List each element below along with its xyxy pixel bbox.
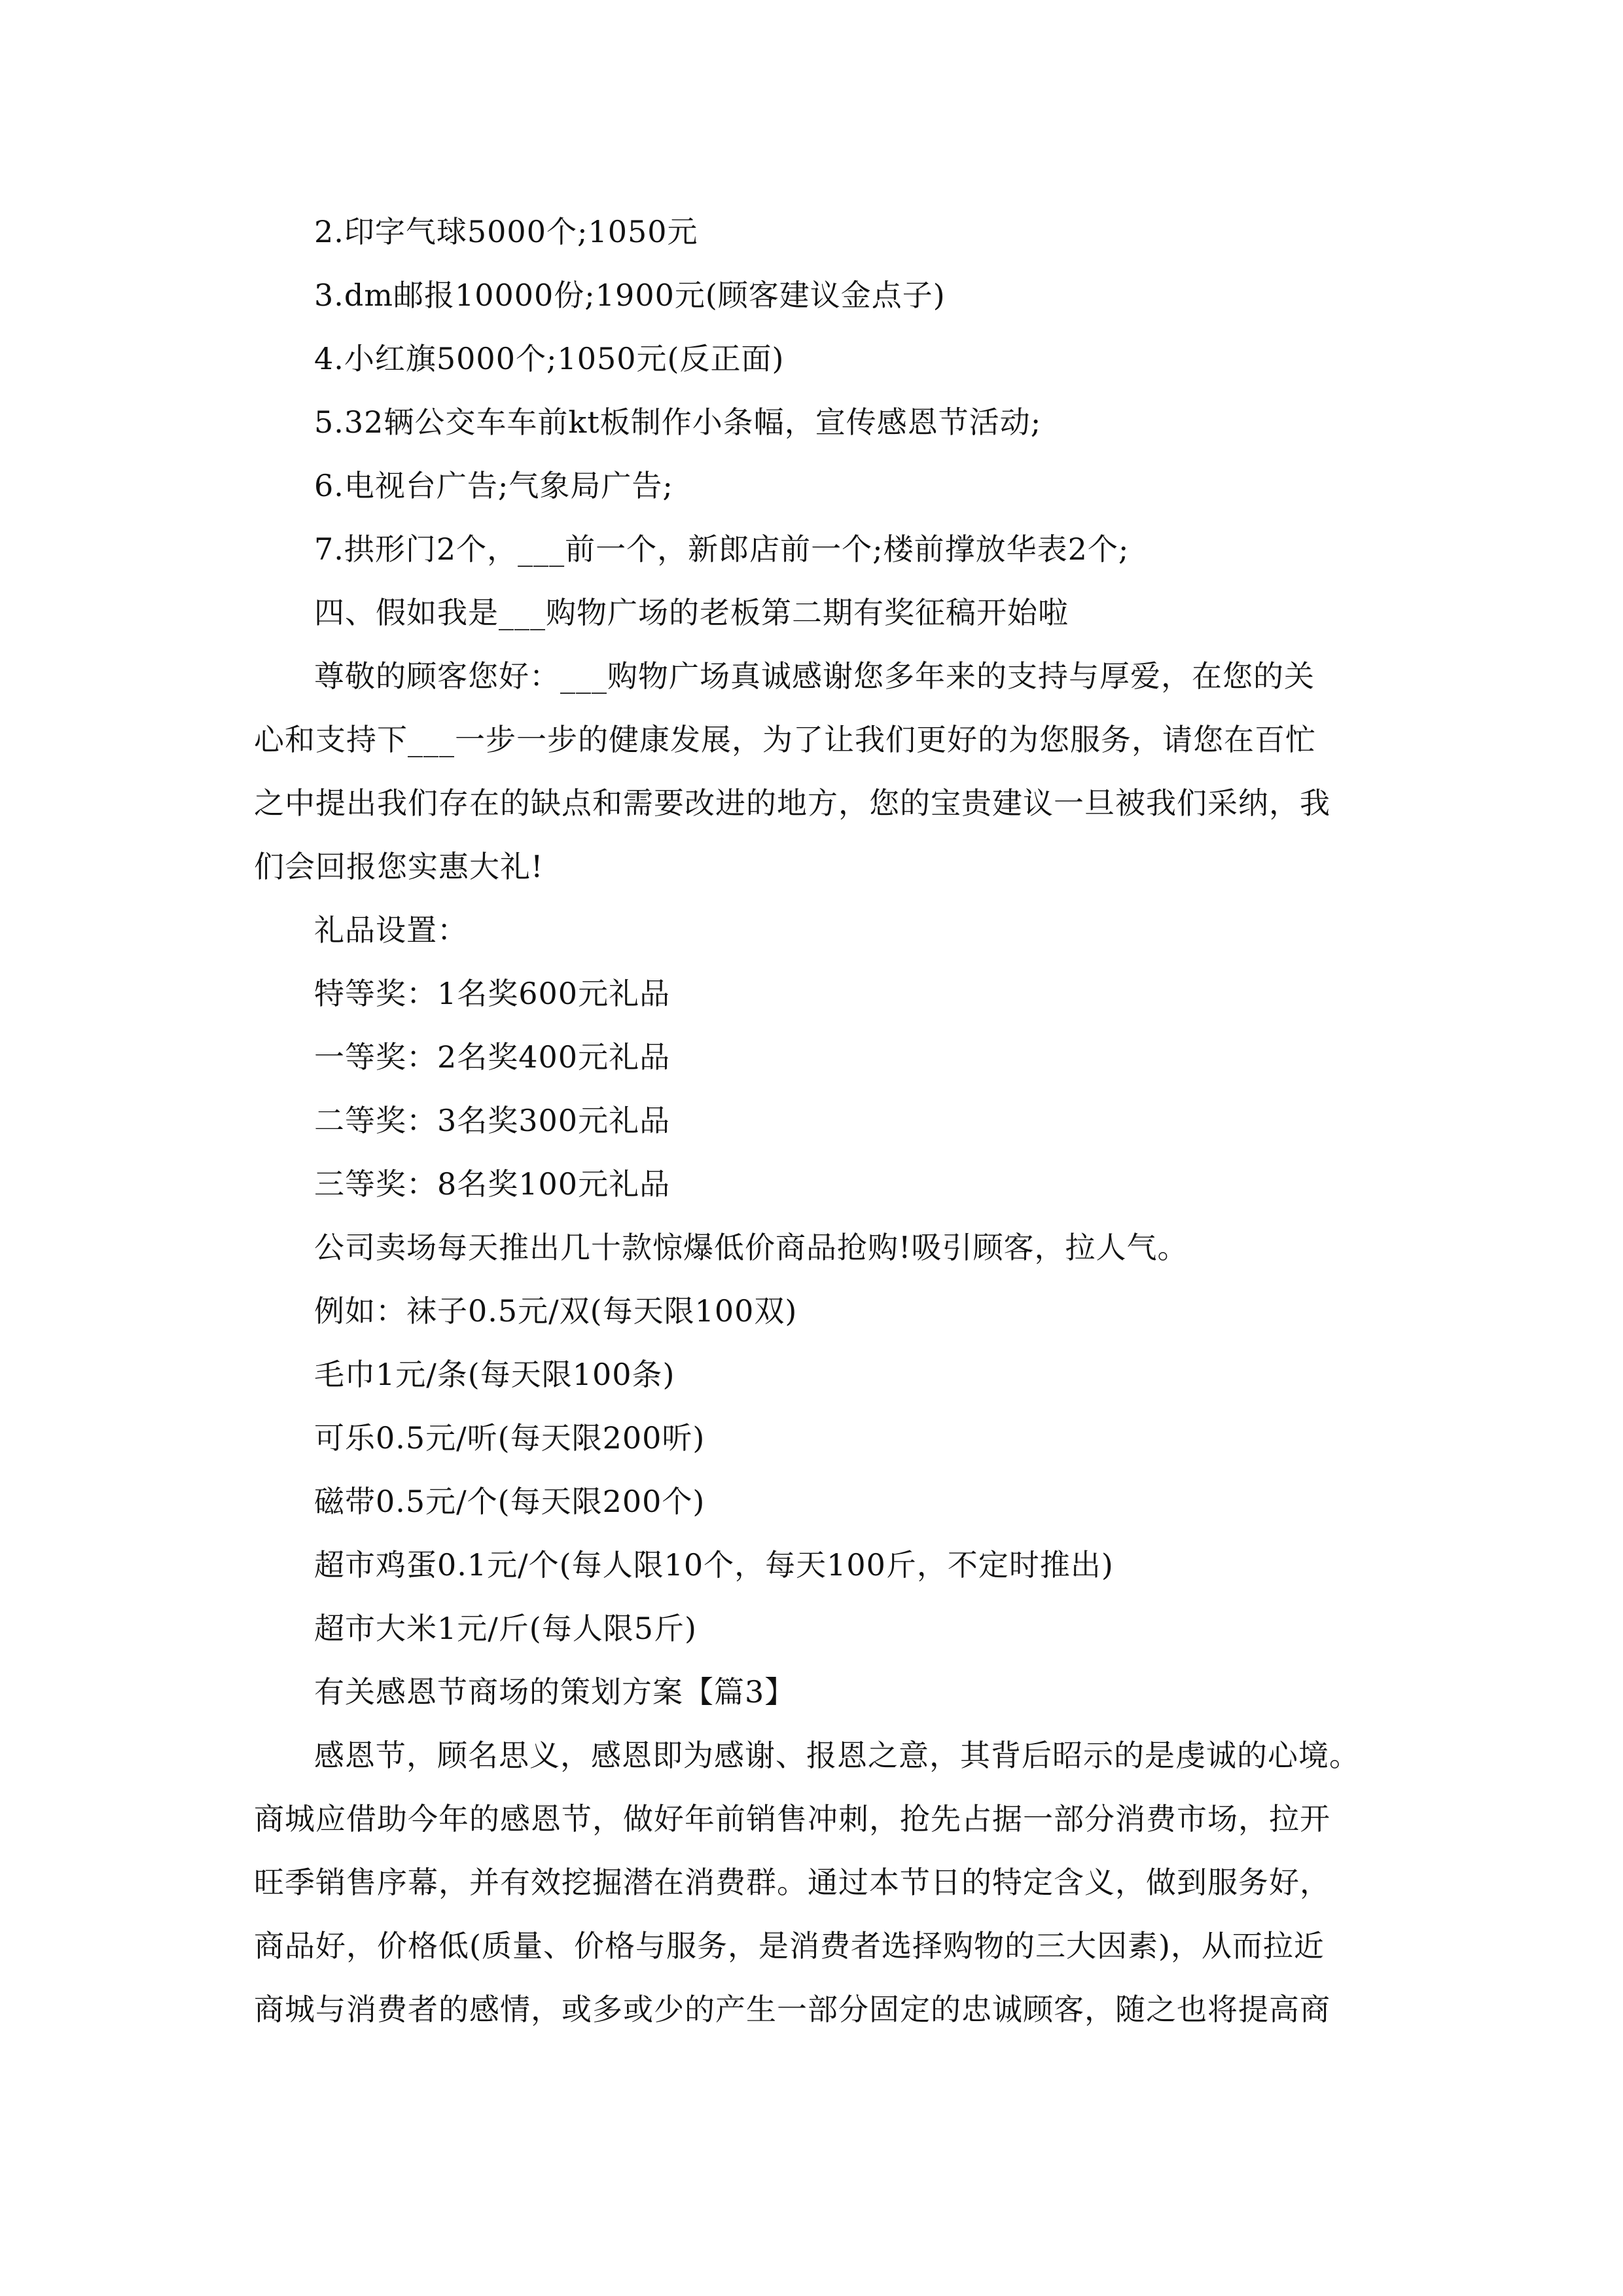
deal-line: 例如：袜子0.5元/双(每天限100双) [314, 1293, 798, 1329]
chapter-title: 有关感恩节商场的策划方案【篇3】 [314, 1674, 796, 1710]
paragraph-line: 商城应借助今年的感恩节，做好年前销售冲刺，抢先占据一部分消费市场，拉开 [254, 1801, 1330, 1837]
paragraph-line: 旺季销售序幕，并有效挖掘潜在消费群。通过本节日的特定含义，做到服务好， [254, 1865, 1330, 1900]
prize-line: 二等奖：3名奖300元礼品 [314, 1103, 671, 1138]
paragraph-line: 之中提出我们存在的缺点和需要改进的地方，您的宝贵建议一旦被我们采纳，我 [254, 785, 1330, 821]
prize-line: 一等奖：2名奖400元礼品 [314, 1039, 671, 1075]
text-line: 5.32辆公交车车前kt板制作小条幅，宣传感恩节活动; [314, 404, 1042, 440]
paragraph-line: 商城与消费者的感情，或多或少的产生一部分固定的忠诚顾客，随之也将提高商 [254, 1992, 1330, 2027]
section-heading: 四、假如我是___购物广场的老板第二期有奖征稿开始啦 [314, 595, 1069, 630]
text-line: 2.印字气球5000个;1050元 [314, 214, 698, 249]
text-line: 4.小红旗5000个;1050元(反正面) [314, 341, 785, 376]
text-line: 公司卖场每天推出几十款惊爆低价商品抢购!吸引顾客，拉人气。 [314, 1230, 1188, 1265]
deal-line: 超市大米1元/斤(每人限5斤) [314, 1611, 697, 1646]
deal-line: 超市鸡蛋0.1元/个(每人限10个，每天100斤，不定时推出) [314, 1547, 1114, 1583]
gift-settings-label: 礼品设置： [314, 912, 468, 948]
paragraph-line: 们会回报您实惠大礼! [254, 849, 544, 884]
paragraph-line: 商品好，价格低(质量、价格与服务，是消费者选择购物的三大因素)，从而拉近 [254, 1928, 1325, 1964]
prize-line: 三等奖：8名奖100元礼品 [314, 1166, 671, 1202]
paragraph-line: 尊敬的顾客您好：___购物广场真诚感谢您多年来的支持与厚爱，在您的关 [314, 658, 1315, 694]
document-body [254, 200, 1420, 2041]
deal-line: 磁带0.5元/个(每天限200个) [314, 1484, 705, 1519]
deal-line: 可乐0.5元/听(每天限200听) [314, 1420, 705, 1456]
paragraph-line: 心和支持下___一步一步的健康发展，为了让我们更好的为您服务，请您在百忙 [254, 722, 1316, 757]
deal-line: 毛巾1元/条(每天限100条) [314, 1357, 675, 1392]
paragraph-line: 感恩节，顾名思义，感恩即为感谢、报恩之意，其背后昭示的是虔诚的心境。 [314, 1738, 1360, 1773]
prize-line: 特等奖：1名奖600元礼品 [314, 976, 671, 1011]
text-line: 6.电视台广告;气象局广告; [314, 468, 673, 503]
text-line: 3.dm邮报10000份;1900元(顾客建议金点子) [314, 278, 946, 313]
text-line: 7.拱形门2个，___前一个，新郎店前一个;楼前撑放华表2个; [314, 531, 1130, 567]
